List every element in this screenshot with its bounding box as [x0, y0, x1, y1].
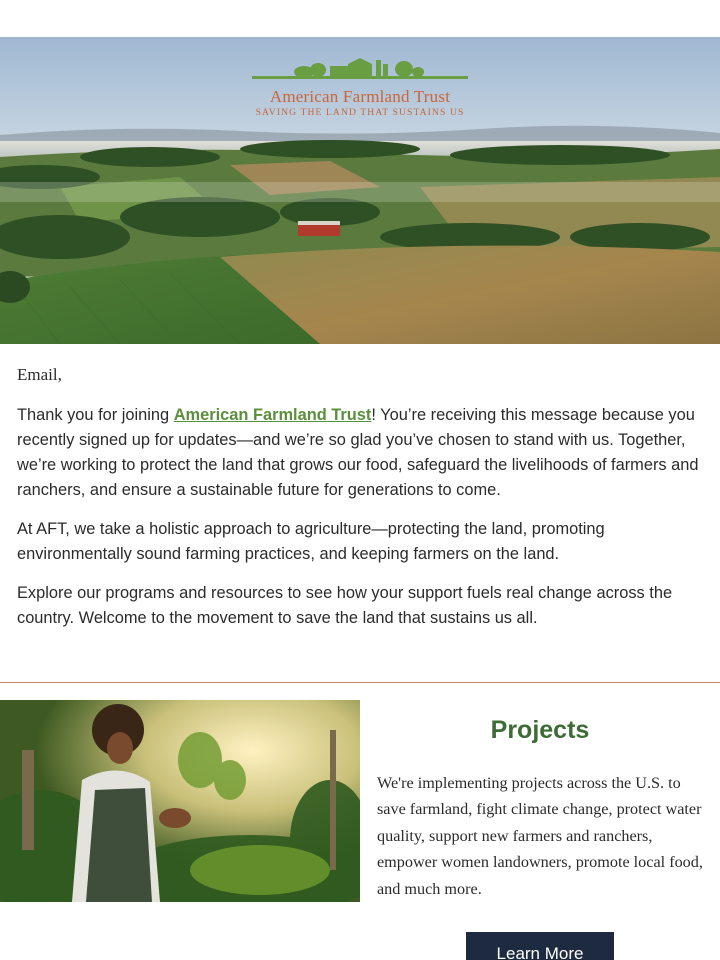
- paragraph-intro: [17, 403, 707, 503]
- section-divider: [0, 682, 720, 683]
- logo-tagline: SAVING THE LAND THAT SUSTAINS US: [255, 107, 465, 118]
- paragraph-approach: At AFT, we take a holistic approach to agriculture—protecting the land, promoting environmentally sound farming practices, and keeping farmers on the land.: [17, 520, 605, 563]
- intro-text-end: ! You’re receiving this message because you recently signed up for updates—and we’re so glad you’ve chosen to stand with us. Together, we’re working to protect the land that grows our food, safeguard the livelihoods of farmers and ranchers, and ensure a sustainable future for generations to come.: [17, 406, 699, 499]
- aft-logo[interactable]: [252, 56, 468, 119]
- projects-heading: Projects: [490, 716, 590, 744]
- welcome-message: [17, 362, 707, 645]
- logo-name: American Farmland Trust: [269, 87, 451, 106]
- projects-farmer-photo[interactable]: [0, 700, 360, 902]
- paragraph-explore: Explore our programs and resources to see how your support fuels real change across the country. Welcome to the movement to save the land that sustains us all.: [17, 584, 673, 627]
- greeting: Email,: [17, 365, 62, 384]
- projects-description: We're implementing projects across the U.S. to save farmland, fight climate change, protect water quality, support new farmers and ranchers, empower women landowners, promote local food, and much more.: [377, 774, 703, 898]
- intro-text-start: Thank you for joining: [17, 406, 174, 424]
- aft-link[interactable]: American Farmland Trust: [173, 406, 372, 424]
- learn-more-button[interactable]: Learn More: [466, 932, 614, 960]
- farm-silhouette-icon: [252, 56, 468, 80]
